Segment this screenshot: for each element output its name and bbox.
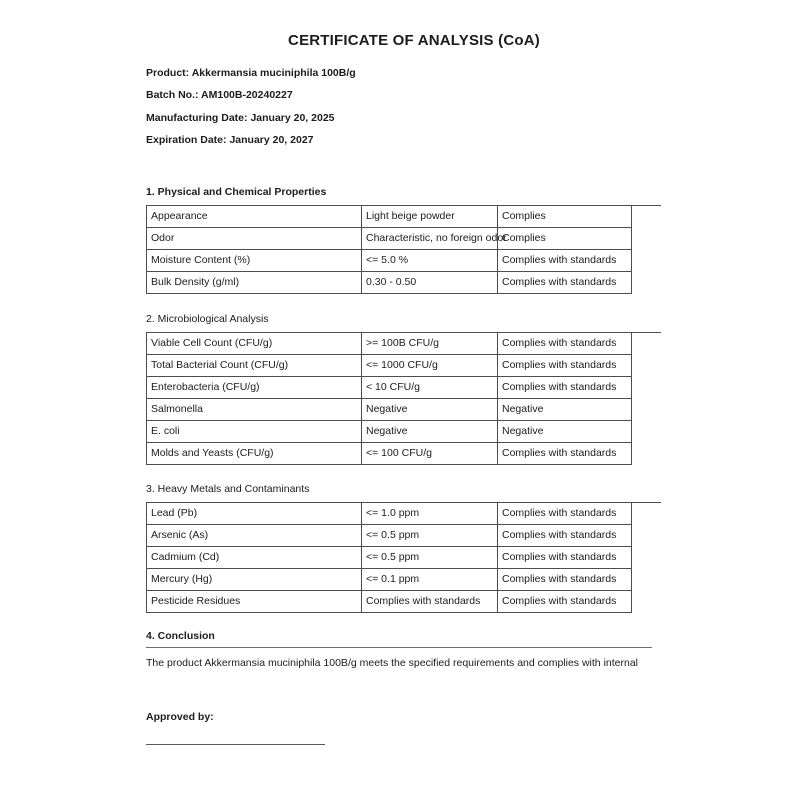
section-table — [146, 205, 632, 294]
conclusion-text: The product Akkermansia muciniphila 100B/g meets the specified requirements and complies with internal — [146, 657, 639, 669]
table-cell: Mercury (Hg) — [147, 569, 362, 591]
table-cell: <= 0.5 ppm — [362, 525, 498, 547]
table-cell: <= 100 CFU/g — [362, 443, 498, 465]
section-heading: 1. Physical and Chemical Properties — [146, 186, 327, 198]
info-label: Product: — [146, 67, 190, 79]
info-value: January 20, 2025 — [250, 111, 335, 124]
table-cell: <= 0.1 ppm — [362, 569, 498, 591]
table-cell: Complies — [498, 228, 632, 250]
table-row — [147, 272, 632, 294]
table-cell: Lead (Pb) — [147, 503, 362, 525]
table-cell: <= 1.0 ppm — [362, 503, 498, 525]
table-cell: Pesticide Residues — [147, 591, 362, 613]
table-row — [147, 503, 632, 525]
table-row — [147, 228, 632, 250]
conclusion-heading: 4. Conclusion — [146, 630, 215, 642]
table-cell: Complies with standards — [498, 333, 632, 355]
table-cell: Moisture Content (%) — [147, 250, 362, 272]
table-cell: Odor — [147, 228, 362, 250]
table-cell: Appearance — [147, 206, 362, 228]
table-cell: Viable Cell Count (CFU/g) — [147, 333, 362, 355]
info-label: Expiration Date: — [146, 133, 227, 146]
table-cell: Bulk Density (g/ml) — [147, 272, 362, 294]
table-cell: Negative — [498, 421, 632, 443]
table-cell: Complies with standards — [362, 591, 498, 613]
signature-line — [146, 744, 325, 745]
table-row — [147, 399, 632, 421]
table-row — [147, 443, 632, 465]
table-cell: Total Bacterial Count (CFU/g) — [147, 355, 362, 377]
table-cell: Complies — [498, 206, 632, 228]
table-cell: Light beige powder — [362, 206, 498, 228]
table-cell: <= 0.5 ppm — [362, 547, 498, 569]
table-cell: Salmonella — [147, 399, 362, 421]
product-info-line — [146, 134, 356, 147]
table-row — [147, 569, 632, 591]
table-cell: Complies with standards — [498, 503, 632, 525]
table-row — [147, 206, 632, 228]
table-row — [147, 377, 632, 399]
section-table — [146, 502, 632, 613]
info-value: Akkermansia muciniphila 100B/g — [191, 67, 356, 79]
table-cell: Complies with standards — [498, 443, 632, 465]
section-heading: 3. Heavy Metals and Contaminants — [146, 483, 310, 495]
table-row — [147, 421, 632, 443]
table-cell: Complies with standards — [498, 569, 632, 591]
info-label: Manufacturing Date: — [146, 111, 248, 124]
table-cell: Cadmium (Cd) — [147, 547, 362, 569]
section — [146, 313, 632, 465]
conclusion-divider — [146, 647, 652, 648]
table-row — [147, 355, 632, 377]
table-cell: <= 5.0 % — [362, 250, 498, 272]
approved-by-label: Approved by: — [146, 711, 214, 723]
info-value: AM100B-20240227 — [201, 89, 293, 102]
table-cell: E. coli — [147, 421, 362, 443]
table-cell: <= 1000 CFU/g — [362, 355, 498, 377]
table-cell: 0.30 - 0.50 — [362, 272, 498, 294]
table-cell: Complies with standards — [498, 250, 632, 272]
table-row — [147, 525, 632, 547]
section-heading: 2. Microbiological Analysis — [146, 313, 269, 325]
table-cell: Enterobacteria (CFU/g) — [147, 377, 362, 399]
product-info-line — [146, 112, 356, 125]
table-cell: Complies with standards — [498, 525, 632, 547]
table-row — [147, 250, 632, 272]
table-cell: < 10 CFU/g — [362, 377, 498, 399]
table-cell: Arsenic (As) — [147, 525, 362, 547]
table-row — [147, 333, 632, 355]
product-info-line — [146, 67, 356, 80]
table-row — [147, 547, 632, 569]
product-info — [146, 67, 356, 156]
section-table — [146, 332, 632, 465]
table-cell: Molds and Yeasts (CFU/g) — [147, 443, 362, 465]
section — [146, 483, 632, 613]
table-cell: >= 100B CFU/g — [362, 333, 498, 355]
table-cell: Characteristic, no foreign odor — [362, 228, 498, 250]
table-cell: Complies with standards — [498, 272, 632, 294]
section — [146, 186, 632, 294]
info-label: Batch No.: — [146, 89, 199, 102]
page-title: CERTIFICATE OF ANALYSIS (CoA) — [288, 32, 540, 49]
product-info-line — [146, 89, 356, 102]
info-value: January 20, 2027 — [229, 133, 314, 146]
table-cell: Negative — [362, 421, 498, 443]
table-cell: Complies with standards — [498, 377, 632, 399]
table-row — [147, 591, 632, 613]
table-cell: Complies with standards — [498, 547, 632, 569]
table-cell: Complies with standards — [498, 355, 632, 377]
table-cell: Complies with standards — [498, 591, 632, 613]
table-cell: Negative — [362, 399, 498, 421]
table-cell: Negative — [498, 399, 632, 421]
